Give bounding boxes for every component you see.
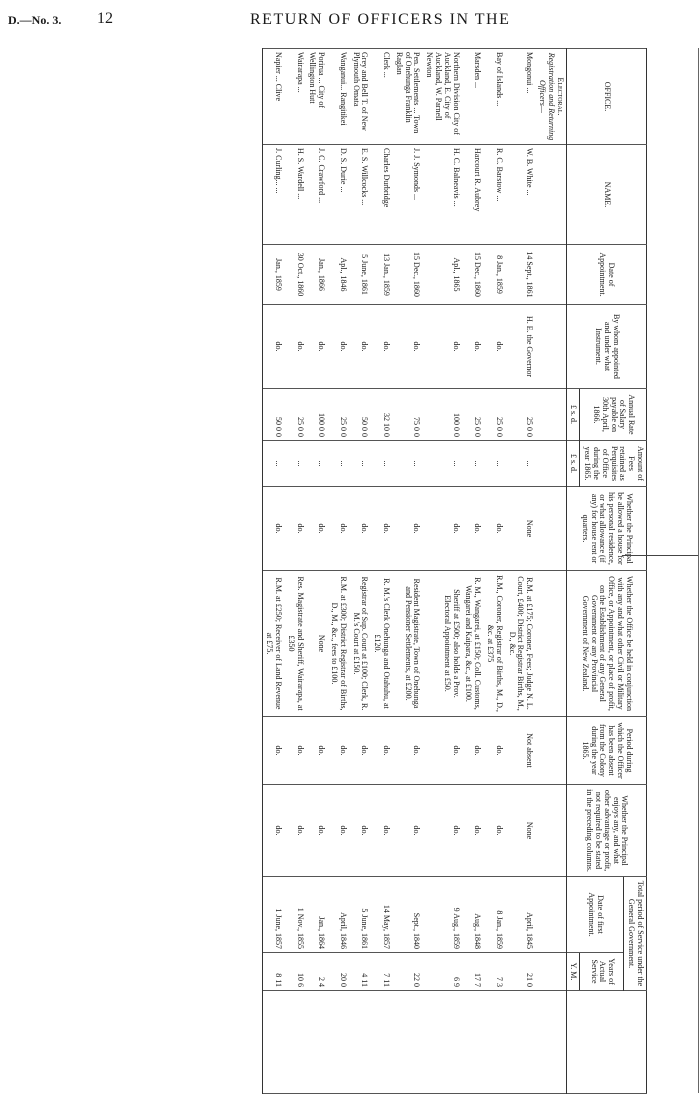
advantage-cell: do. — [284, 785, 306, 877]
date-cell: Jan., 1859 — [262, 245, 284, 305]
absent-cell: do. — [284, 717, 306, 785]
salary-cell: 50 0 0 — [262, 389, 284, 441]
first-appointment-cell: Aug., 1848 — [462, 877, 484, 953]
salary-cell: 25 0 0 — [284, 389, 306, 441]
fees-cell: ... — [284, 441, 306, 487]
years-cell: 20 0 — [327, 953, 349, 991]
blank-cell — [284, 991, 306, 1094]
fees-cell: ... — [483, 441, 505, 487]
office-cell: Northern Division City of Auckland, E. City of Auckland, W. Parnell Newton — [422, 49, 461, 145]
table-row — [392, 49, 422, 1094]
salary-units: £ s. d. — [566, 389, 580, 441]
salary-cell: 25 0 0 — [327, 389, 349, 441]
other-office-cell: Resident Magistrate, Town of Onehunga and Pensioner Settlements, at £200. — [392, 571, 422, 717]
salary-cell: 100 0 0 — [306, 389, 328, 441]
date-cell: Apl., 1865 — [422, 245, 461, 305]
absent-cell: do. — [327, 717, 349, 785]
table-row — [284, 49, 306, 1094]
col-appointed-by-header: By whom appointed and under what Instrument. — [566, 305, 646, 389]
salary-cell: 100 0 0 — [422, 389, 461, 441]
appointed-by-cell: do. — [262, 305, 284, 389]
fees-cell: ... — [349, 441, 371, 487]
office-cell: Wanganui... Rangitikei — [327, 49, 349, 145]
date-cell: 15 Dec., 1860 — [392, 245, 422, 305]
advantage-cell: do. — [262, 785, 284, 877]
years-cell: 2 4 — [306, 953, 328, 991]
office-cell: Grey and Bell T. of New Plymouth Omata — [349, 49, 371, 145]
col-date-header: Date of Appointment. — [566, 245, 646, 305]
office-cell: Mongonui ... — [505, 49, 535, 145]
other-office-cell: R. M., Wangarei, at £150; Coll. Customs, Wangarei and Kaipara, &c., at £100. — [462, 571, 484, 717]
blank-cell — [349, 991, 371, 1094]
appointed-by-cell: do. — [370, 305, 392, 389]
col-house-header: Whether the Principal be allowed a house for his personal residence, or what allowance (if any) for house rent or quarters. — [566, 487, 646, 571]
other-office-cell: Registrar of Sup. Court at £100; Clerk, R. M.'s Court at £150. — [349, 571, 371, 717]
table-row — [462, 49, 484, 1094]
years-cell: 10 6 — [284, 953, 306, 991]
fees-units: £ s. d. — [566, 441, 580, 487]
blank-cell — [483, 991, 505, 1094]
years-cell: 21 0 — [505, 953, 535, 991]
col-absent-header: Period during which the Officer has been absent from the Colony during the year 1865. — [566, 717, 646, 785]
absent-cell: do. — [306, 717, 328, 785]
col-service-group-header: Total period of Service under the General Government. — [624, 877, 647, 991]
col-other-office-header: Whether the Office be held in conjunction with any and what other Civil or Military Office, or Appointment, or place of profit, on the Establishment of any General Government or any Provincial Government of New Zealand. — [566, 571, 646, 717]
first-appointment-cell: 14 May, 1857 — [370, 877, 392, 953]
other-office-cell: Sheriff at £500; also holds a Prov. Electoral Appointment at £50. — [422, 571, 461, 717]
name-cell: R. C. Barstow ... — [483, 145, 505, 245]
house-cell: do. — [422, 487, 461, 571]
absent-cell: do. — [262, 717, 284, 785]
blank-cell — [306, 991, 328, 1094]
date-cell: 13 Jan., 1859 — [370, 245, 392, 305]
first-appointment-cell: 5 June, 1861 — [349, 877, 371, 953]
salary-cell: 75 0 0 — [392, 389, 422, 441]
blank-cell — [262, 991, 284, 1094]
fees-cell: ... — [392, 441, 422, 487]
name-cell: H. C. Balneavis ... — [422, 145, 461, 245]
col-name-header: NAME. — [566, 145, 646, 245]
fees-cell: ... — [422, 441, 461, 487]
absent-cell: do. — [349, 717, 371, 785]
advantage-cell: do. — [483, 785, 505, 877]
col-blank-header — [566, 991, 646, 1094]
other-office-cell: None — [306, 571, 328, 717]
page-title: RETURN OF OFFICERS IN THE — [250, 11, 511, 28]
other-office-cell: R.M. at £175; Coroner, Fees; Judge N. L. Court, £400; District Registrar Births, M., D., &c. — [505, 571, 535, 717]
col-first-appt-header: Date of first Appointment. — [566, 877, 624, 953]
name-cell: J. J. Symonds ... — [392, 145, 422, 245]
other-office-cell: R. M.'s Clerk Onehunga and Otahuhu, at £120. — [370, 571, 392, 717]
name-cell: E. S. Willcocks ... — [349, 145, 371, 245]
salary-cell: 50 0 0 — [349, 389, 371, 441]
office-cell: Clerk ... — [370, 49, 392, 145]
salary-cell: 32 10 0 — [370, 389, 392, 441]
blank-cell — [422, 991, 461, 1094]
years-cell: 17 7 — [462, 953, 484, 991]
header-row — [624, 49, 647, 1094]
house-cell: do. — [370, 487, 392, 571]
fees-cell: ... — [306, 441, 328, 487]
office-cell: Napier ... Clive — [262, 49, 284, 145]
name-cell: Charles Durbridge — [370, 145, 392, 245]
house-cell: do. — [327, 487, 349, 571]
date-cell: Jan., 1866 — [306, 245, 328, 305]
first-appointment-cell: 9 Aug., 1859 — [422, 877, 461, 953]
appointed-by-cell: do. — [306, 305, 328, 389]
first-appointment-cell: 1 June, 1857 — [262, 877, 284, 953]
years-cell: 8 11 — [262, 953, 284, 991]
col-salary-header: Annual Rate of Salary payable on 30th April, 1866. — [580, 389, 647, 441]
years-cell: 22 0 — [392, 953, 422, 991]
date-cell: 14 Sept., 1861 — [505, 245, 535, 305]
advantage-cell: do. — [327, 785, 349, 877]
house-cell: do. — [462, 487, 484, 571]
blank-cell — [505, 991, 535, 1094]
date-cell: 5 June, 1861 — [349, 245, 371, 305]
house-cell: do. — [262, 487, 284, 571]
appointed-by-cell: do. — [483, 305, 505, 389]
other-office-cell: R.M. at £250; Receiver of Land Revenue at £75. — [262, 571, 284, 717]
section-subtitle: Registration and Returning Officers— — [538, 52, 556, 141]
house-cell: do. — [349, 487, 371, 571]
page-header — [0, 0, 700, 40]
name-cell: J. Curling... ... — [262, 145, 284, 245]
advantage-cell: do. — [422, 785, 461, 877]
office-cell: Porirua ... City of Wellington Hutt — [306, 49, 328, 145]
name-cell: H. S. Wardell ... — [284, 145, 306, 245]
house-cell: do. — [306, 487, 328, 571]
document-reference: D.—No. 3. — [8, 13, 62, 27]
first-appointment-cell: April, 1845 — [505, 877, 535, 953]
appointed-by-cell: do. — [284, 305, 306, 389]
table-row — [306, 49, 328, 1094]
absent-cell: do. — [422, 717, 461, 785]
house-cell: do. — [392, 487, 422, 571]
appointed-by-cell: do. — [422, 305, 461, 389]
years-cell: 6 9 — [422, 953, 461, 991]
office-cell: Wairarapa ... — [284, 49, 306, 145]
years-cell: 7 11 — [370, 953, 392, 991]
years-cell: 7 3 — [483, 953, 505, 991]
table-row — [327, 49, 349, 1094]
table-row — [370, 49, 392, 1094]
salary-cell: 25 0 0 — [462, 389, 484, 441]
date-cell: 8 Jan., 1859 — [483, 245, 505, 305]
date-cell: Apl., 1846 — [327, 245, 349, 305]
margin-rule — [622, 555, 698, 556]
page-number: 12 — [97, 10, 113, 27]
date-cell: 15 Dec., 1860 — [462, 245, 484, 305]
salary-cell: 25 0 0 — [483, 389, 505, 441]
first-appointment-cell: April, 1846 — [327, 877, 349, 953]
absent-cell: do. — [462, 717, 484, 785]
first-appointment-cell: Jan., 1864 — [306, 877, 328, 953]
other-office-cell: R.M., Coroner, Registrar of Births, M., D., &c. at £375 — [483, 571, 505, 717]
fees-cell: ... — [462, 441, 484, 487]
col-advantage-header: Whether the Principal enjoys any, and what other advantage or profit, not required to be stated in the preceding columns. — [566, 785, 646, 877]
advantage-cell: do. — [349, 785, 371, 877]
blank-cell — [462, 991, 484, 1094]
section-title: Electoral. — [555, 77, 565, 116]
date-cell: 30 Oct., 1860 — [284, 245, 306, 305]
appointed-by-cell: do. — [349, 305, 371, 389]
fees-cell: ... — [262, 441, 284, 487]
advantage-cell: do. — [392, 785, 422, 877]
col-years-header: Years of Actual Service — [580, 953, 624, 991]
office-cell: Pen. Settlements ... Town of Onehunga Franklin Raglan — [392, 49, 422, 145]
house-cell: do. — [483, 487, 505, 571]
years-units: Y. M. — [566, 953, 580, 991]
office-cell: Bay of Islands ... — [483, 49, 505, 145]
first-appointment-cell: 8 Jan., 1859 — [483, 877, 505, 953]
salary-cell: 25 0 0 — [505, 389, 535, 441]
first-appointment-cell: Sept., 1840 — [392, 877, 422, 953]
name-cell: W. B. White ... — [505, 145, 535, 245]
first-appointment-cell: 1 Nov., 1855 — [284, 877, 306, 953]
house-cell: do. — [284, 487, 306, 571]
col-office-header: OFFICE. — [566, 49, 646, 145]
years-cell: 4 11 — [349, 953, 371, 991]
section-row — [535, 49, 566, 1094]
table-row — [349, 49, 371, 1094]
officers-return-table — [262, 48, 647, 1094]
table-row — [483, 49, 505, 1094]
absent-cell: Not absent — [505, 717, 535, 785]
blank-cell — [370, 991, 392, 1094]
absent-cell: do. — [483, 717, 505, 785]
absent-cell: do. — [392, 717, 422, 785]
absent-cell: do. — [370, 717, 392, 785]
house-cell: None — [505, 487, 535, 571]
fees-cell: ... — [505, 441, 535, 487]
advantage-cell: do. — [306, 785, 328, 877]
advantage-cell: do. — [370, 785, 392, 877]
table-row — [262, 49, 284, 1094]
section-title-cell — [535, 49, 566, 145]
advantage-cell: do. — [462, 785, 484, 877]
other-office-cell: Res. Magistrate and Sheriff, Wairarapa, at £350 — [284, 571, 306, 717]
appointed-by-cell: do. — [327, 305, 349, 389]
fees-cell: ... — [327, 441, 349, 487]
blank-cell — [392, 991, 422, 1094]
name-cell: D. S. Durie ... — [327, 145, 349, 245]
rotated-table-block — [97, 48, 647, 1093]
advantage-cell: None — [505, 785, 535, 877]
fees-cell: ... — [370, 441, 392, 487]
blank-cell — [327, 991, 349, 1094]
name-cell: Harcourt R. Aubrey — [462, 145, 484, 245]
appointed-by-cell: do. — [462, 305, 484, 389]
appointed-by-cell: H. E. the Governor — [505, 305, 535, 389]
table-row — [505, 49, 535, 1094]
table-row — [422, 49, 461, 1094]
appointed-by-cell: do. — [392, 305, 422, 389]
office-cell: Marsden ... — [462, 49, 484, 145]
col-fees-header: Amount of Fees retained as Perquisites of Office during the year 1865. — [580, 441, 647, 487]
page-edge-rule — [698, 48, 699, 1093]
other-office-cell: R.M. at £300; District Registrar of Births, D., M., &c., fees to £100. — [327, 571, 349, 717]
name-cell: J. C. Crawford ... — [306, 145, 328, 245]
